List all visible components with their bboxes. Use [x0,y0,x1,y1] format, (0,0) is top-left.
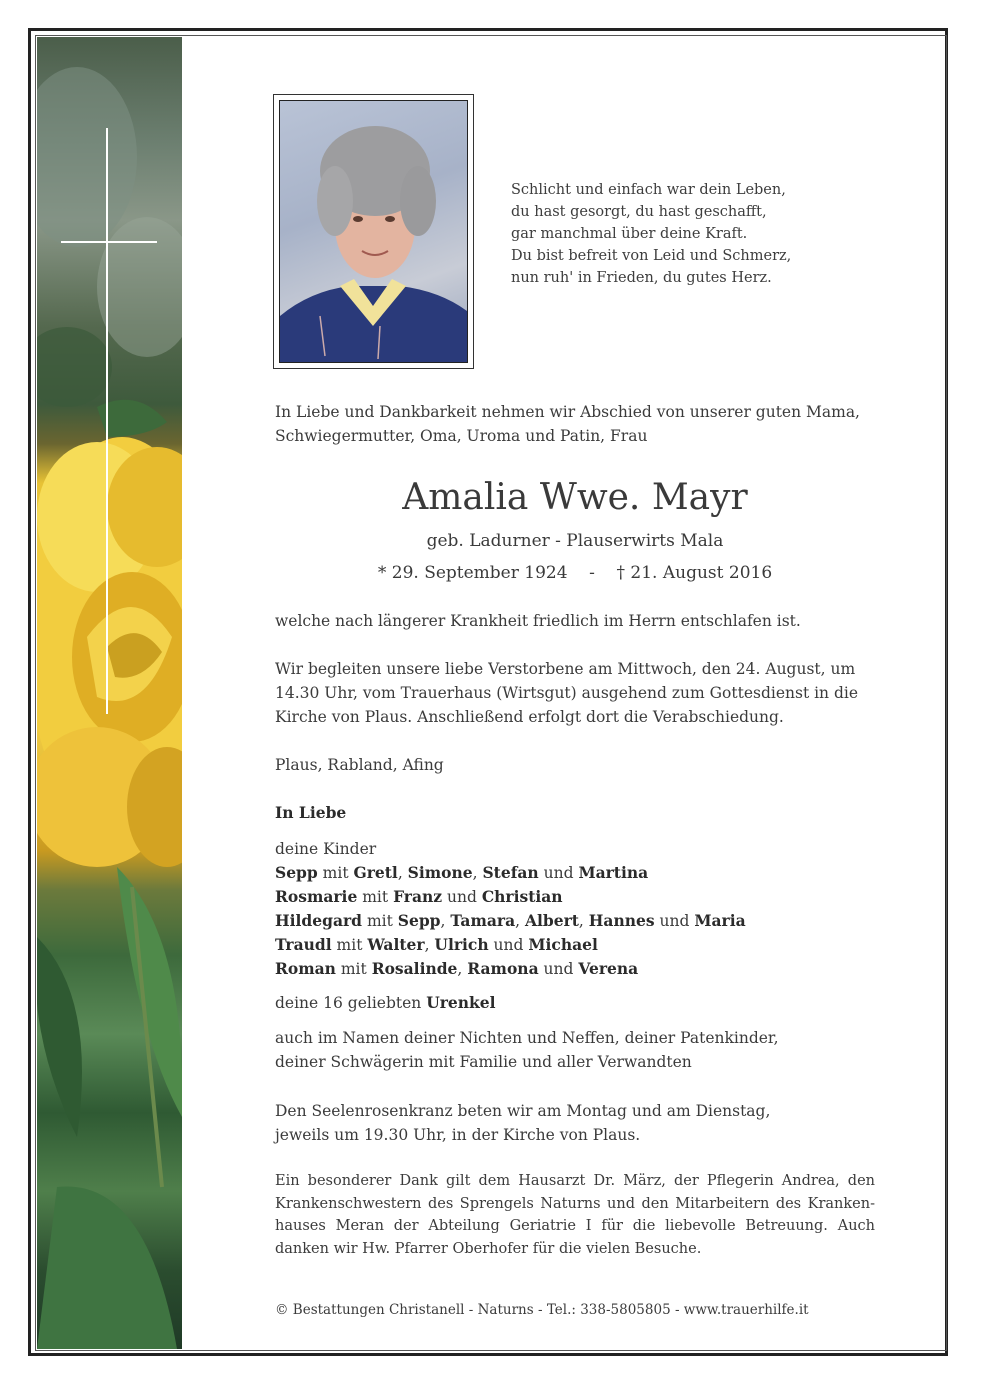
funeral-line: Kirche von Plaus. Anschließend erfolgt dort die Verabschiedung. [275,708,784,726]
greatgrandchildren-text: deine 16 geliebten Urenkel [275,993,496,1012]
passing-text [275,609,875,633]
life-dates: * 29. September 1924 - † 21. August 2016 [377,563,773,583]
cross-symbol-horizontal [61,241,157,243]
mourners-heading [275,801,875,825]
funeral-line: Wir begleiten unsere liebe Verstorbene am Mittwoch, den 24. August, um [275,660,856,678]
in-love-label: In Liebe [275,803,347,822]
rosary-line: Den Seelenrosenkranz beten wir am Montag und am Dienstag, [275,1102,771,1120]
poem-line: nun ruh' in Frieden, du gutes Herz. [511,270,772,286]
rosary-text [275,1099,875,1147]
poem-line: Du bist befreit von Leid und Schmerz, [511,248,792,264]
funeral-text [275,657,875,729]
cross-symbol-vertical [106,128,108,714]
portrait-illustration [280,101,467,362]
thanks-text: Ein besonderer Dank gilt dem Hausarzt Dr. März, der Pflegerin Andrea, den Krankenschwestern des Sprengels Naturns und den Mitarbeitern des Kranken-hauses Meran der Abteilung Geriatrie I für die liebevolle Betreuung. Auch danken wir Hw. Pfarrer Oberhofer für die vielen Besuche. [275,1173,875,1257]
family-line: Hildegard mit Sepp, Tamara, Albert, Hannes und Maria [275,911,746,930]
poem-line: du hast gesorgt, du hast geschafft, [511,204,767,220]
maiden-name: geb. Ladurner - Plauserwirts Mala [426,531,724,551]
poem-line: gar manchmal über deine Kraft. [511,226,748,242]
poem-line: Schlicht und einfach war dein Leben, [511,182,786,198]
places-line: Plaus, Rabland, Afing [275,756,444,774]
family-line: Traudl mit Walter, Ulrich und Michael [275,935,598,954]
poem [511,179,841,289]
family-line: Roman mit Rosalinde, Ramona und Verena [275,959,639,978]
funeral-line: 14.30 Uhr, vom Trauerhaus (Wirtsgut) ausgehend zum Gottesdienst in die [275,684,859,702]
rose-illustration [37,37,182,1349]
rosary-line: jeweils um 19.30 Uhr, in der Kirche von Plaus. [275,1126,641,1144]
relatives-line: deiner Schwägerin mit Familie und aller Verwandten [275,1053,692,1071]
intro-line: In Liebe und Dankbarkeit nehmen wir Abschied von unserer guten Mama, [275,403,860,421]
family-line: Sepp mit Gretl, Simone, Stefan und Martina [275,863,649,882]
yellow-rose-image [37,37,182,1349]
footer-credit: © Bestattungen Christanell - Naturns - Tel.: 338-5805805 - www.trauerhilfe.it [275,1302,809,1318]
deceased-name: Amalia Wwe. Mayr [402,477,748,518]
family-line: Rosmarie mit Franz und Christian [275,887,563,906]
relatives-text [275,1026,875,1074]
intro-line: Schwiegermutter, Oma, Uroma und Patin, Frau [275,427,648,445]
relatives-line: auch im Namen deiner Nichten und Neffen, deiner Patenkinder, [275,1029,779,1047]
children-label: deine Kinder [275,840,377,858]
portrait-frame [273,94,474,369]
portrait-photo [279,100,468,363]
places-text [275,753,875,777]
family-list [275,837,875,981]
intro-text [275,400,875,448]
passing-line: welche nach längerer Krankheit friedlich im Herrn entschlafen ist. [275,612,801,630]
